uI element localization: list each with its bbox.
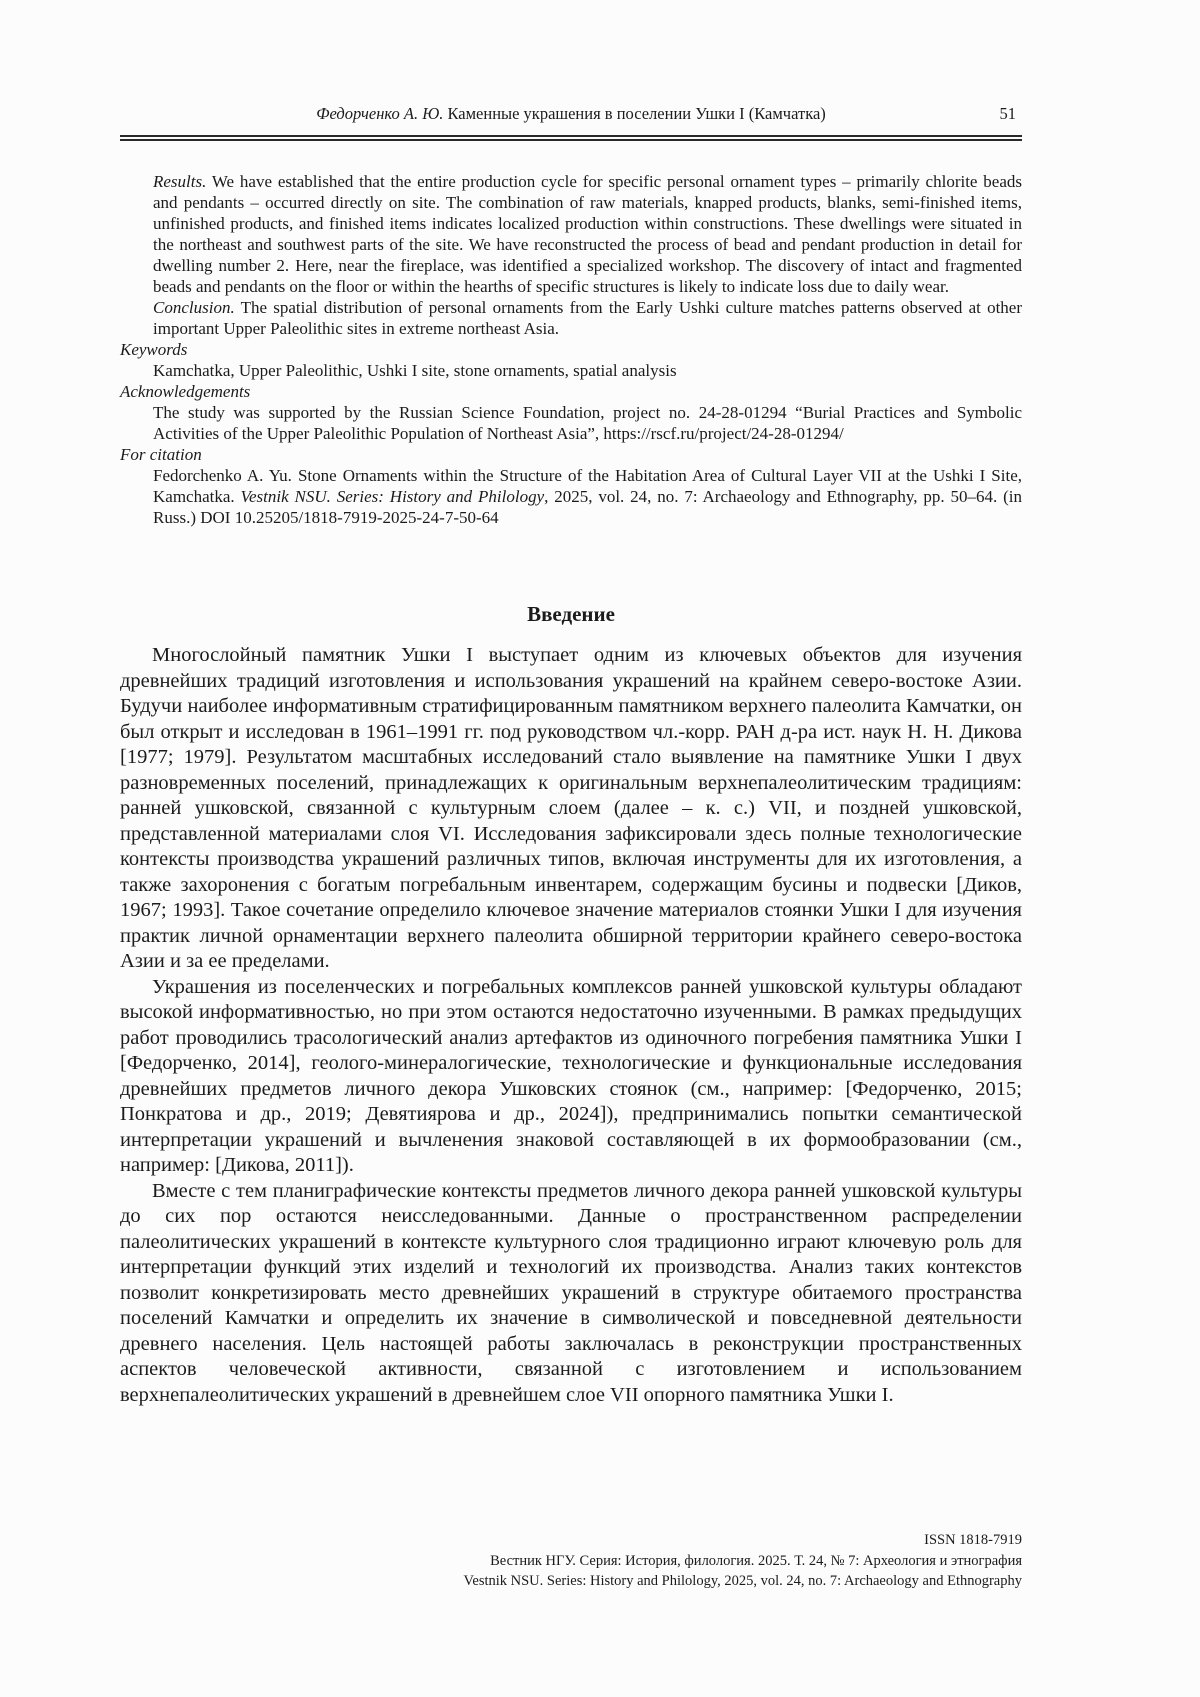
for-citation-label: For citation [120,445,202,464]
running-head-article-title: Каменные украшения в поселении Ушки I (Камчатка) [443,104,826,123]
footer-issn: ISSN 1818-7919 [924,1532,1022,1548]
footer-journal-line-en: Vestnik NSU. Series: History and Philology, 2025, vol. 24, no. 7: Archaeology and Ethnography [463,1573,1022,1589]
footer-journal-line-ru: Вестник НГУ. Серия: История, филология. 2025. Т. 24, № 7: Археология и этнография [490,1552,1022,1569]
conclusion-text: The spatial distribution of personal ornaments from the Early Ushki culture matches patterns observed at other important Upper Paleolithic sites in extreme northeast Asia. [153,298,1022,338]
introduction-section [120,643,1022,1408]
running-head-author: Федорченко А. Ю. [316,104,444,123]
conclusion-paragraph [120,297,1022,339]
introduction-heading: Введение [527,602,615,626]
keywords-text: Kamchatka, Upper Paleolithic, Ushki I site, stone ornaments, spatial analysis [153,361,677,380]
citation-text-end: , 2025, vol. 24, no. 7: Archaeology and Ethnography, pp. 50–64. (in Russ.) DOI 10.25205/1818-7919-2025-24-7-50-64 [153,487,1022,527]
page-number: 51 [999,104,1016,123]
introduction-paragraph: Вместе с тем планиграфические контексты предметов личного декора ранней ушковской культуры до сих пор остаются неисследованными. Данные о пространственном распределении палеолитических украшений в контексте культурного слоя традиционно играют ключевую роль для интерпретации функций этих изделий и технологий их производства. Анализ таких контекстов позволит конкретизировать место древнейших украшений в структуре обитаемого пространства поселений Камчатки и определить их значение в символической и повседневной деятельности древнего населения. Цель настоящей работы заключалась в реконструкции пространственных аспектов человеческой активности, связанной с изготовлением и использованием верхнепалеолитических украшений в древнейшем слое VII опорного памятника Ушки I. [120,1179,1022,1406]
results-label: Results. [153,172,207,191]
introduction-paragraph: Украшения из поселенческих и погребальных комплексов ранней ушковской культуры обладают высокой информативностью, но при этом остаются недостаточно изученными. В рамках предыдущих работ проводились трасологический анализ артефактов из одиночного погребения памятника Ушки I [Федорченко, 2014], геолого-минералогические, технологические и функциональные исследования древнейших предметов личного декора Ушковских стоянок (см., например: [Федорченко, 2015; Понкратова и др., 2019; Девятиярова и др., 2024]), предпринимались попытки семантической интерпретации украшений и вычленения знаковой составляющей в их формообразовании (см., например: [Дикова, 2011]). [120,975,1022,1176]
citation-text-start: Fedorchenko A. Yu. Stone Ornaments within the Structure of the Habitation Area of Cultural Layer VII at the Ushki I Site, Kamchatka. [153,466,1022,506]
keywords-label: Keywords [120,340,188,359]
acknowledgements-label: Acknowledgements [120,382,251,401]
citation-paragraph [120,465,1022,528]
header-rule [120,135,1022,141]
citation-journal-name: Vestnik NSU. Series: History and Philology [240,487,545,506]
results-text: We have established that the entire production cycle for specific personal ornament types – primarily chlorite beads and pendants – occurred directly on site. The combination of raw materials, knapped products, blanks, semi-finished items, unfinished products, and finished items indicates localized production within constructions. These dwellings were situated in the northeast and southwest parts of the site. We have reconstructed the process of bead and pendant production in detail for dwelling number 2. Here, near the fireplace, was identified a specialized workshop. The discovery of intact and fragmented beads and pendants on the floor or within the hearths of specific structures is likely to indicate loss due to daily wear. [153,172,1022,296]
conclusion-label: Conclusion. [153,298,235,317]
running-head [120,104,1022,124]
abstract-section [120,171,1022,528]
results-paragraph [120,171,1022,297]
acknowledgements-text: The study was supported by the Russian Science Foundation, project no. 24-28-01294 “Burial Practices and Symbolic Activities of the Upper Paleolithic Population of Northeast Asia”, https://rscf.ru/project/24-28-01294/ [153,403,1022,443]
page-footer [120,1530,1022,1592]
introduction-paragraph: Многослойный памятник Ушки I выступает одним из ключевых объектов для изучения древнейших традиций изготовления и использования украшений на крайнем северо-востоке Азии. Будучи наиболее информативным стратифицированным памятником верхнего палеолита Камчатки, он был открыт и исследован в 1961–1991 гг. под руководством чл.-корр. РАН д-ра ист. наук Н. Н. Дикова [1977; 1979]. Результатом масштабных исследований стало выявление на памятнике Ушки I двух разновременных поселений, принадлежащих к оригинальным верхнепалеолитическим традициям: ранней ушковской, связанной с культурным слоем (далее – к. с.) VII, и поздней ушковской, представленной материалами слоя VI. Исследования зафиксировали здесь полные технологические контексты производства украшений различных типов, включая инструменты для их изготовления, а также захоронения с богатым погребальным инвентарем, содержащим бусины и подвески [Диков, 1967; 1993]. Такое сочетание определило ключевое значение материалов стоянки Ушки I для изучения практик личной орнаментации верхнего палеолита обширной территории крайнего северо-востока Азии и за ее пределами. [120,644,1022,972]
